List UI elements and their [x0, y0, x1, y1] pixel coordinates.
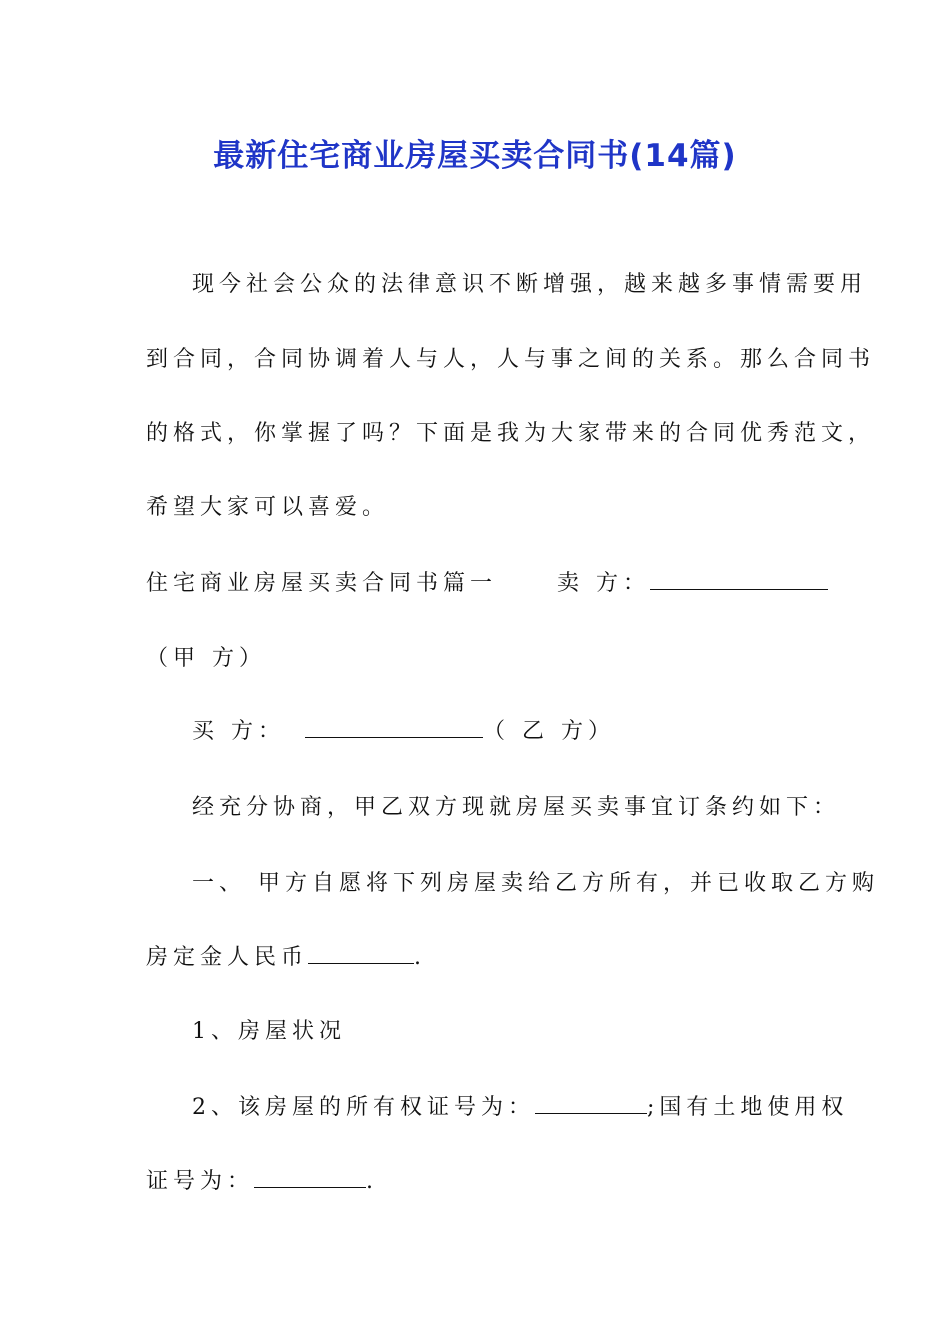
section-heading-line — [146, 566, 826, 602]
intro-line-2: 到合同，合同协调着人与人，人与事之间的关系。那么合同书 — [146, 347, 876, 372]
clause1-line-2 — [146, 940, 826, 976]
clause1-text: 房定金人民币 — [146, 945, 309, 970]
seller-label: 卖 方： — [557, 571, 651, 596]
item-2-text: 2、该房屋的所有权证号为： — [192, 1095, 535, 1120]
clause1-line-1: 一、 甲方自愿将下列房屋卖给乙方所有，并已收取乙方购 — [192, 871, 879, 896]
item-2-text-end: ;国有土地使用权 — [647, 1095, 849, 1120]
clause1-end: . — [414, 945, 427, 970]
buyer-line — [192, 714, 872, 750]
land-cert-blank — [254, 1167, 366, 1188]
document-title: 最新住宅商业房屋买卖合同书(14篇) — [213, 138, 737, 174]
item-1: 1、房屋状况 — [192, 1019, 346, 1044]
ownership-cert-blank — [535, 1093, 647, 1114]
intro-line-1: 现今社会公众的法律意识不断增强，越来越多事情需要用 — [192, 272, 868, 297]
item-2-line-1 — [192, 1090, 872, 1126]
agreement-line: 经充分协商，甲乙双方现就房屋买卖事宜订条约如下： — [192, 795, 841, 820]
seller-blank — [650, 569, 828, 590]
intro-line-4: 希望大家可以喜爱。 — [146, 495, 390, 520]
deposit-blank — [308, 943, 414, 964]
buyer-blank — [305, 717, 483, 738]
item-2-end: . — [366, 1169, 379, 1194]
seller-party: （甲 方） — [146, 646, 266, 671]
item-2-line-2 — [146, 1164, 826, 1200]
section-heading: 住宅商业房屋买卖合同书篇一 — [146, 571, 498, 596]
item-2-cert-label: 证号为： — [146, 1169, 255, 1194]
buyer-party: （ 乙 方） — [483, 719, 615, 744]
buyer-label: 买 方： — [192, 719, 285, 744]
intro-line-3: 的格式，你掌握了吗？下面是我为大家带来的合同优秀范文， — [146, 421, 876, 446]
